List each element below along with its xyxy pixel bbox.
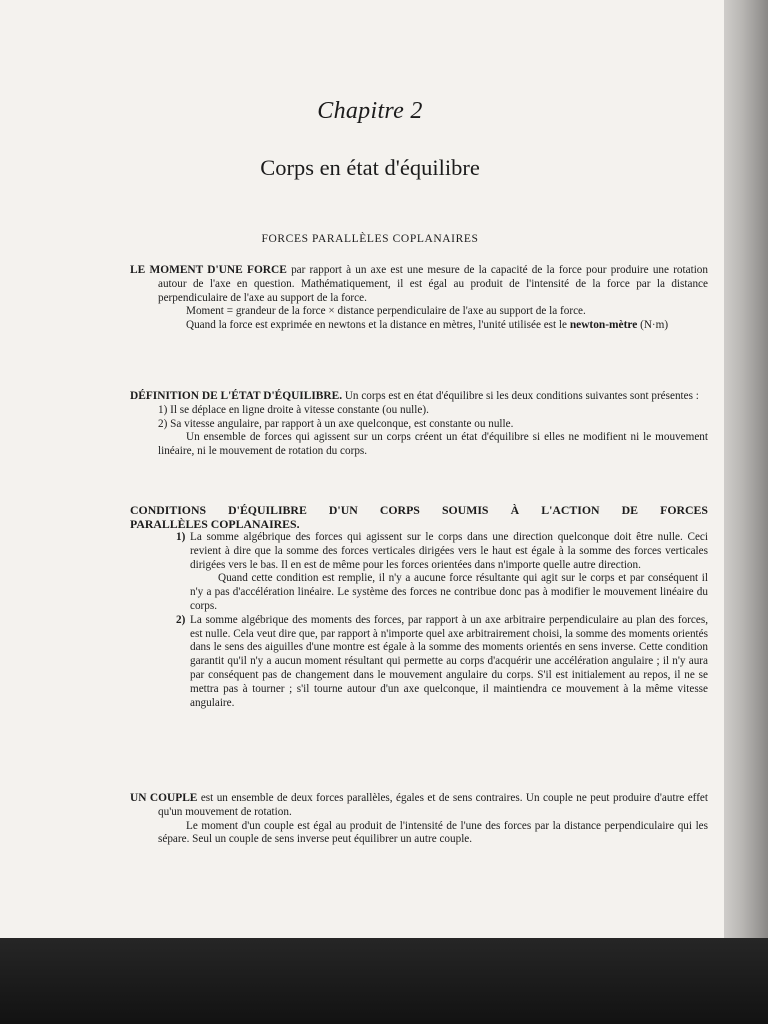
conditions-heading-line2: PARALLÈLES COPLANAIRES. (130, 517, 300, 531)
conditions-heading: CONDITIONS D'ÉQUILIBRE D'UN CORPS SOUMIS À L'ACTION DE FORCES (130, 503, 708, 517)
chapter-title: Corps en état d'équilibre (260, 155, 480, 180)
couple-intro: est un ensemble de deux forces parallèles, égales et de sens contraires. Un couple ne peut produire d'autre effet qu'un mouvement de rotation. (158, 792, 708, 818)
couple-term: UN COUPLE (130, 792, 198, 804)
moment-intro: par rapport à un axe est une mesure de la capacité de la force pour produire une rotation autour de l'axe en question. Mathématiquement, il est égal au produit de l'intensité de la force par la distance perpendiculaire de l'axe au support de la force. (158, 264, 708, 304)
moment-unit-symbol: (N·m) (637, 319, 669, 332)
moment-paragraph (130, 264, 708, 305)
list-item (176, 531, 708, 614)
equilibrium-conditions (130, 503, 708, 710)
couple-definition (130, 792, 708, 847)
couple-closing: Le moment d'un couple est égal au produit de l'intensité de l'une des forces par la distance perpendiculaire qui les sépare. Seul un couple de sens inverse peut équilibrer un autre couple. (158, 819, 708, 846)
moment-definition (130, 264, 708, 333)
chapter-label: Chapitre 2 (317, 98, 423, 124)
item-number: 2) (176, 613, 186, 626)
moment-term: LE MOMENT D'UNE FORCE (130, 264, 287, 276)
page-edge-shadow (724, 0, 768, 950)
equilibrium-condition-2: 2) Sa vitesse angulaire, par rapport à un axe quelconque, est constante ou nulle. (158, 417, 514, 430)
moment-unit-text: Quand la force est exprimée en newtons et la distance en mètres, l'unité utilisée est le (186, 319, 570, 332)
item-number: 1) (176, 531, 186, 543)
moment-formula: Moment = grandeur de la force × distance perpendiculaire de l'axe au support de la force. (186, 305, 586, 318)
equilibrium-condition-1: 1) Il se déplace en ligne droite à vitesse constante (ou nulle). (158, 403, 429, 416)
item-followup: Quand cette condition est remplie, il n'y a aucune force résultante qui agit sur le corps et par conséquent il n'y a pas d'accélération linéaire. Le système des forces ne contribue donc pas à modifier le mouvement linéaire du corps. (190, 572, 708, 612)
equilibrium-term: DÉFINITION DE L'ÉTAT D'ÉQUILIBRE. (130, 390, 343, 402)
equilibrium-intro: Un corps est en état d'équilibre si les deux conditions suivantes sont présentes : (342, 390, 699, 402)
scan-background (0, 938, 768, 1024)
couple-paragraph (130, 792, 708, 820)
moment-unit (130, 319, 708, 333)
equilibrium-paragraph (130, 390, 708, 404)
item-text: La somme algébrique des forces qui agissent sur le corps dans une direction quelconque doit être nulle. Ceci revient à dire que la somme des forces verticales dirigées vers le haut est égale à la somme des forces verticales dirigées vers le bas. Il en est de même pour les forces orientées dans n'importe quelle autre direction. (190, 531, 708, 571)
moment-unit-term: newton-mètre (569, 319, 638, 332)
equilibrium-closing: Un ensemble de forces qui agissent sur un corps créent un état d'équilibre si elles ne modifient ni le mouvement linéaire, ni le mouvement de rotation du corps. (158, 431, 708, 458)
conditions-list (176, 531, 708, 710)
item-text: La somme algébrique des moments des forces, par rapport à un axe arbitraire perpendiculaire au plan des forces, est nulle. Cela veut dire que, par rapport à n'importe quel axe arbitrairement choisi, la somme des moments orientés dans le sens des aiguilles d'une montre est égale à la somme des moments orientés en sens inverse. Cette condition garantit qu'il n'y a aucun moment résultant qui permette au corps d'acquérir une accélération angulaire ; il n'y aura par conséquent pas de changement dans le mouvement angulaire du corps. S'il est initialement au repos, il ne se mettra pas à tourner ; s'il tourne autour d'un axe quelconque, il maintiendra ce mouvement à la même vitesse angulaire. (190, 613, 708, 709)
section-heading: FORCES PARALLÈLES COPLANAIRES (261, 233, 479, 245)
list-item (176, 613, 708, 711)
equilibrium-definition (130, 390, 708, 459)
